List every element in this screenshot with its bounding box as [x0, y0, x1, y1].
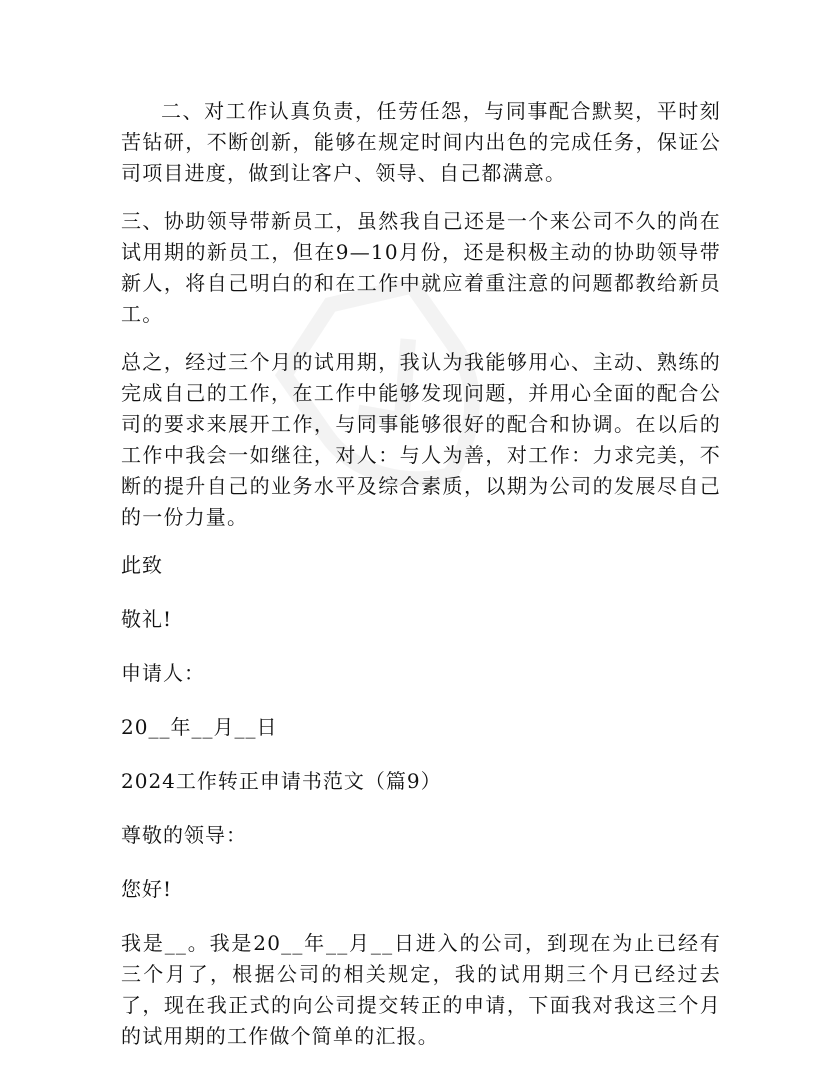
- paragraph-item-2: 二、对工作认真负责，任劳任怨，与同事配合默契，平时刻苦钻研，不断创新，能够在规定时间内出色的完成任务，保证公司项目进度，做到让客户、领导、自己都满意。: [121, 99, 721, 185]
- document-body: [121, 96, 721, 1069]
- hello-line: 您好!: [121, 877, 173, 901]
- closing-salutation: 此致: [121, 553, 163, 577]
- intro-paragraph: 我是__。我是20__年__月__日进入的公司，到现在为止已经有三个月了，根据公司的相关规定，我的试用期三个月已经过去了，现在我正式的向公司提交转正的申请，下面我对我这三个月的试用期的工作做个简单的汇报。: [121, 931, 721, 1048]
- greeting: 尊敬的领导：: [121, 823, 247, 847]
- paragraph-item-3: 三、协助领导带新员工，虽然我自己还是一个来公司不久的尚在试用期的新员工，但在9—10月份，还是积极主动的协助领导带新人，将自己明白的和在工作中就应着重注意的问题都教给新员工。: [121, 209, 721, 326]
- paragraph-summary: 总之，经过三个月的试用期，我认为我能够用心、主动、熟练的完成自己的工作，在工作中能够发现问题，并用心全面的配合公司的要求来展开工作，与同事能够很好的配合和协调。在以后的工作中我会一如继往，对人：与人为善，对工作：力求完美，不断的提升自己的业务水平及综合素质，以期为公司的发展尽自己的一份力量。: [121, 350, 721, 529]
- section-title: 2024工作转正申请书范文（篇9）: [121, 769, 442, 793]
- applicant-label: 申请人：: [121, 661, 205, 685]
- date-line: 20__年__月__日: [121, 715, 278, 739]
- closing-respect: 敬礼!: [121, 607, 173, 631]
